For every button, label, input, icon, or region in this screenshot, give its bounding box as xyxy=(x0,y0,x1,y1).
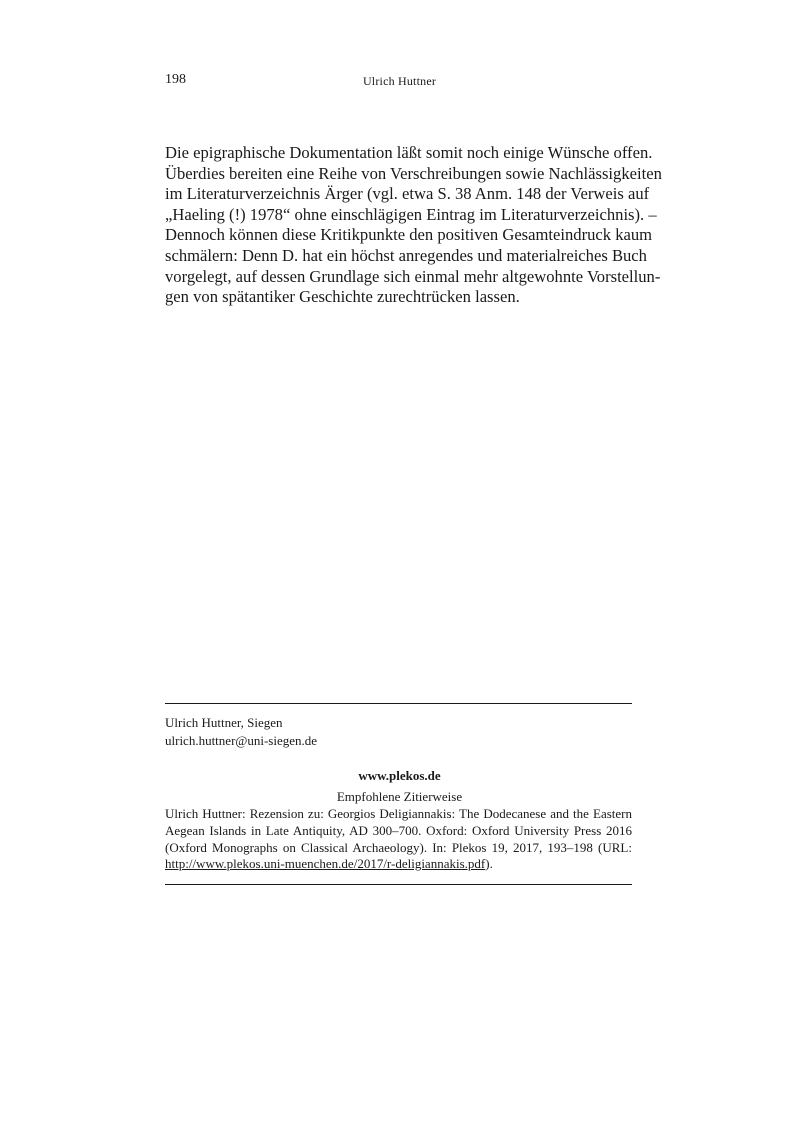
citation-line: (Oxford Monographs on Classical Archaeology). In: Plekos 19, 2017, 193–198 (URL: xyxy=(165,839,632,855)
author-email: ulrich.huttner@uni-siegen.de xyxy=(165,733,318,748)
site-link[interactable]: www.plekos.de xyxy=(358,768,441,783)
body-line: vorgelegt, auf dessen Grundlage sich einmal mehr altgewohnte Vorstellun- xyxy=(165,266,661,286)
citation-line xyxy=(165,856,632,873)
body-line: „Haeling (!) 1978“ ohne einschlägigen Eintrag im Literaturverzeichnis). – xyxy=(165,204,657,224)
citation-line: Ulrich Huttner: Rezension zu: Georgios Deligiannakis: The Dodecanese and the Eastern xyxy=(165,806,632,821)
author-name-place: Ulrich Huttner, Siegen xyxy=(165,715,283,730)
citation-block xyxy=(165,806,632,873)
body-line: Überdies bereiten eine Reihe von Verschreibungen sowie Nachlässigkeiten xyxy=(165,163,662,183)
bottom-divider xyxy=(165,884,632,885)
review-closing-paragraph xyxy=(165,143,662,308)
page-number: 198 xyxy=(165,72,186,87)
top-divider xyxy=(165,703,632,704)
body-line: Die epigraphische Dokumentation läßt somit noch einige Wünsche offen. xyxy=(165,143,653,162)
citation-url-link[interactable]: http://www.plekos.uni-muenchen.de/2017/r-deligiannakis.pdf xyxy=(165,856,486,872)
body-line: gen von spätantiker Geschichte zurechtrücken lassen. xyxy=(165,287,520,307)
running-head: Ulrich Huttner xyxy=(362,74,437,88)
citation-heading: Empfohlene Zitierweise xyxy=(336,789,463,804)
citation-end: ). xyxy=(485,856,493,872)
body-line: schmälern: Denn D. hat ein höchst anregendes und materialreiches Buch xyxy=(165,245,647,265)
citation-line: Aegean Islands in Late Antiquity, AD 300–700. Oxford: Oxford University Press 2016 xyxy=(165,822,632,838)
author-affiliation xyxy=(165,714,317,750)
body-line: im Literaturverzeichnis Ärger (vgl. etwa S. 38 Anm. 148 der Verweis auf xyxy=(165,184,650,204)
body-line: Dennoch können diese Kritikpunkte den positiven Gesamteindruck kaum xyxy=(165,225,653,245)
